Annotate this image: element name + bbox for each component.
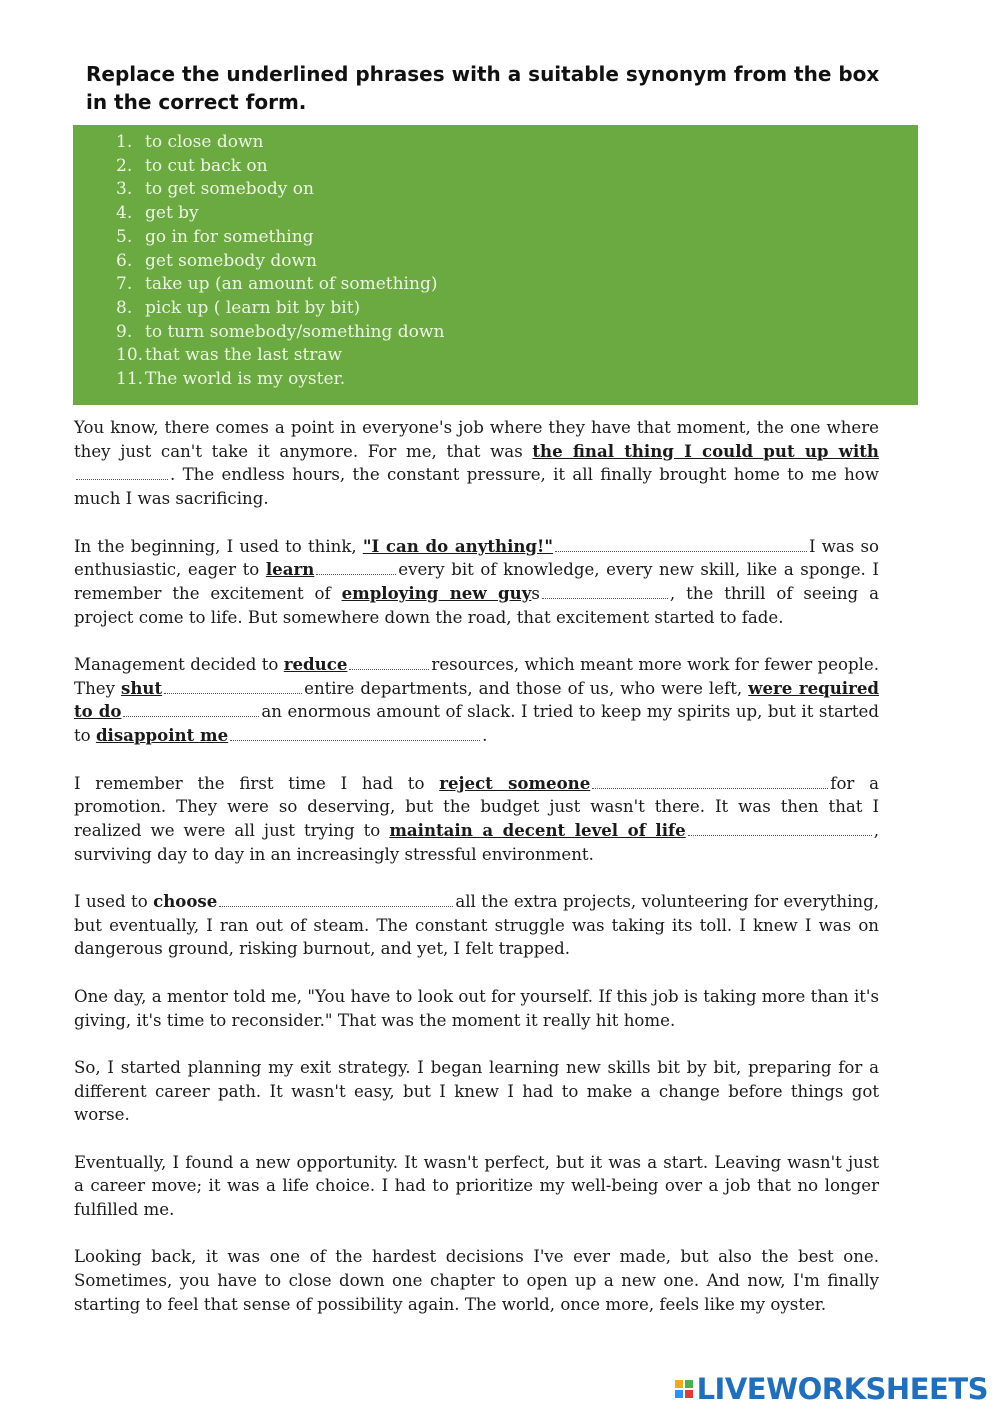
underlined-phrase: disappoint me (95, 725, 229, 746)
paragraph-8: Eventually, I found a new opportunity. It wasn't perfect, but it was a start. Leaving wasn't just a career move; it was a life choice. I had to prioritize my well-being over a job that no longer fulfilled me. (74, 1152, 879, 1220)
list-item: 7. take up (an amount of something) (116, 274, 438, 295)
list-item: 11. The world is my oyster. (116, 369, 346, 390)
answer-blank[interactable] (164, 679, 302, 694)
list-item: 2. to cut back on (116, 155, 268, 176)
paragraph-4: I remember the first time I had to reject someone for a promotion. They were so deserving, but the budget just wasn't there. It was then that I realized we were all just trying to maintain a decent level of life , surviving day to day in an increasingly stressful environment. (74, 772, 879, 864)
answer-blank[interactable] (123, 702, 259, 717)
answer-blank[interactable] (542, 584, 668, 599)
answer-blank[interactable] (76, 465, 168, 480)
list-item: 10. that was the last straw (116, 345, 343, 366)
answer-blank[interactable] (316, 560, 396, 575)
underlined-phrase: maintain a decent level of life (389, 819, 686, 840)
paragraph-1: You know, there comes a point in everyone's job where they have that moment, the one where they just can't take it anymore. For me, that was the final thing I could put up with. The endless hours, the constant pressure, it all finally brought home to me how much I was sacrificing. (74, 418, 879, 509)
underlined-phrase: reject someone (439, 772, 591, 793)
list-item: 3. to get somebody on (116, 179, 314, 200)
answer-blank[interactable] (230, 726, 480, 741)
logo-square (675, 1380, 683, 1388)
paragraph-3: Management decided to reduce resources, which meant more work for fewer people. They shut entire departments, and those of us, who were left, were required to do an enormous amount of slack. I tried to keep my spirits up, but it started to disappoint me . (74, 654, 880, 746)
story-text (74, 416, 879, 1317)
list-item: 9. to turn somebody/something down (116, 321, 445, 342)
paragraph-9: Looking back, it was one of the hardest decisions I've ever made, but also the best one. Sometimes, you have to close down one chapter to open up a new one. And now, I'm finally starting to feel that sense of possibility again. The world, once more, feels like my oyster. (74, 1247, 879, 1314)
underlined-phrase: the final thing I could put up with (532, 440, 879, 461)
paragraph-5: I used to choose all the extra projects, volunteering for everything, but eventually, I ran out of steam. The constant struggle was taking its toll. I knew I was on dangerous ground, risking burnout, and yet, I felt trapped. (74, 891, 879, 959)
logo-mark-icon (675, 1380, 693, 1398)
list-item: 6. get somebody down (116, 250, 317, 271)
list-item: 8. pick up ( learn bit by bit) (116, 297, 361, 318)
underlined-phrase: learn (265, 559, 315, 580)
logo-square (685, 1390, 693, 1398)
list-item: 5. go in for something (116, 226, 314, 247)
list-item: 1. to close down (116, 132, 264, 152)
phrase-list (73, 125, 918, 392)
underlined-phrase: reduce (283, 654, 348, 674)
underlined-phrase: were required to do (74, 677, 880, 722)
answer-blank[interactable] (592, 774, 828, 789)
paragraph-2: In the beginning, I used to think, "I can do anything!" I was so enthusiastic, eager to learn every bit of knowledge, every new skill, like a sponge. I remember the excitement of employing new guys , the thrill of seeing a project come to life. But somewhere down the road, that excitement started to fade. (74, 535, 879, 627)
logo-text: LIVEWORKSHEETS (696, 1372, 988, 1406)
answer-blank[interactable] (219, 892, 453, 907)
paragraph-6: One day, a mentor told me, "You have to look out for yourself. If this job is taking more than it's giving, it's time to reconsider." That was the moment it really hit home. (74, 986, 879, 1030)
instruction-heading: Replace the underlined phrases with a suitable synonym from the box in the correct form. (86, 62, 880, 114)
logo-square (685, 1380, 693, 1388)
liveworksheets-logo[interactable] (675, 1372, 988, 1406)
answer-blank[interactable] (349, 655, 429, 670)
answer-blank[interactable] (555, 537, 807, 552)
phrase-box (73, 125, 918, 405)
underlined-phrase: shut (120, 677, 163, 698)
logo-square (675, 1390, 683, 1398)
underlined-phrase: "I can do anything!" (362, 535, 553, 556)
bold-phrase: choose (153, 891, 218, 911)
answer-blank[interactable] (688, 821, 872, 836)
list-item: 4. get by (116, 203, 199, 224)
paragraph-7: So, I started planning my exit strategy. I began learning new skills bit by bit, preparing for a different career path. It wasn't easy, but I knew I had to make a change before things got worse. (74, 1057, 879, 1125)
underlined-phrase: employing new guy (341, 582, 532, 603)
